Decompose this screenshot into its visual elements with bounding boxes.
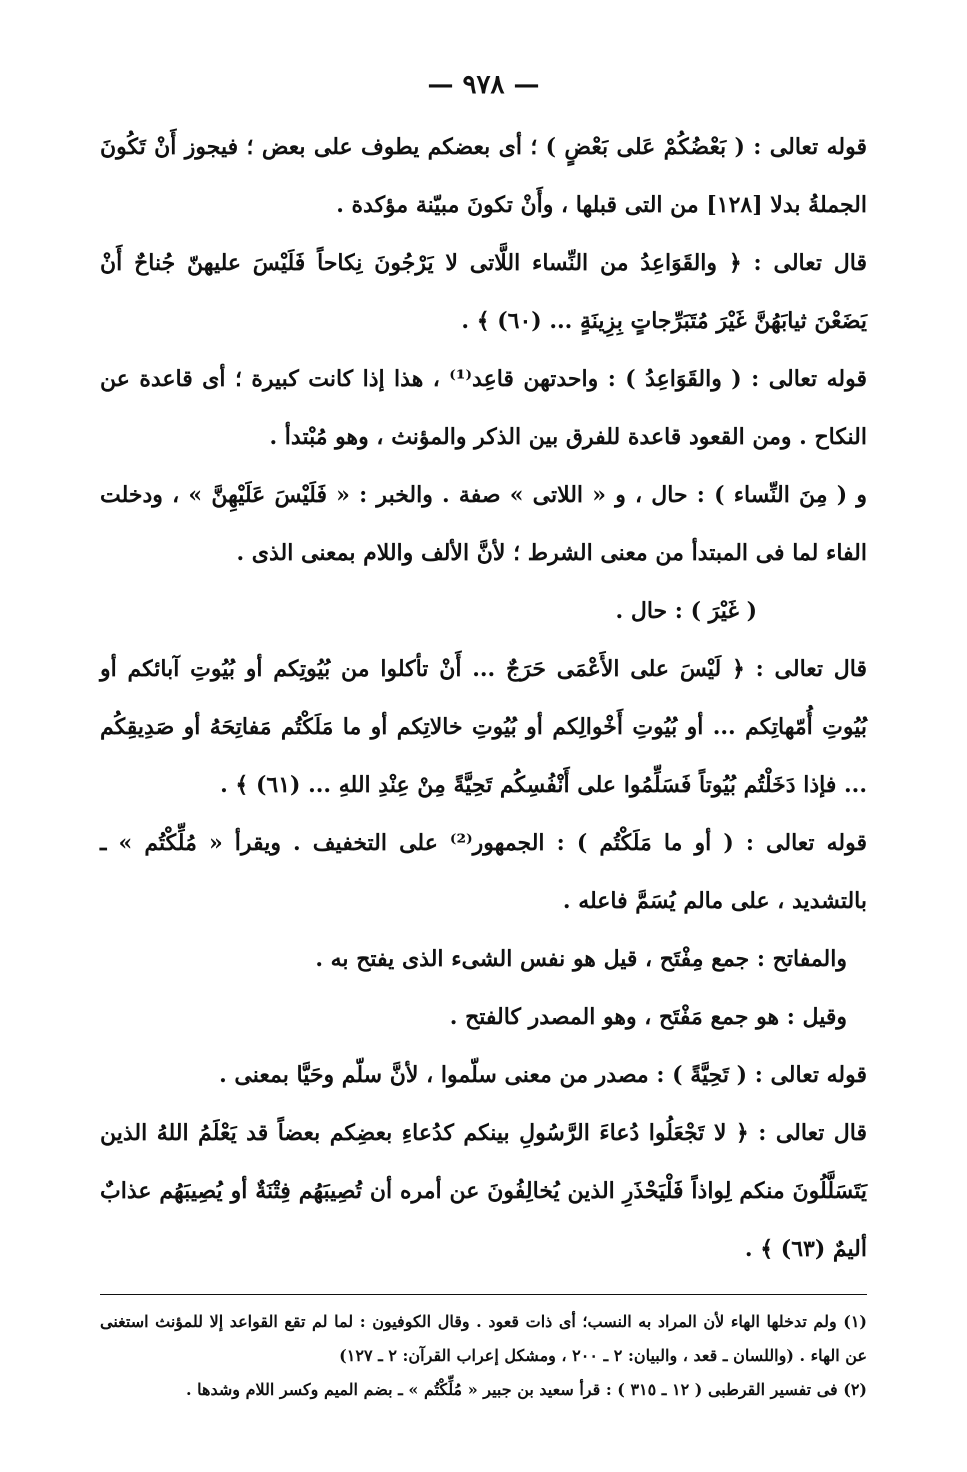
footnote-2: (٢) فى تفسير القرطبى ( ١٢ ـ ٣١٥ ) : قرأ سعيد بن جبير « مُلِّكْتُم » ـ بضم الميم وكسر اللام وشدها . [186,1380,867,1399]
paragraph-4: و ( مِنَ النِّساء ) : حال ، و « اللاتى » صفة . والخبر : « فَلَيْسَ عَلَيْهِنَّ » ، ودخلت الفاء لما فى المبتدأ من معنى الشرط ؛ لأنَّ الألف واللام بمعنى الذى . [100,482,867,566]
paragraph-3: قوله تعالى : ( والقَوَاعِدُ ) : واحدتهن قاعِد⁽¹⁾ ، هذا إذا كانت كبيرة ؛ أى قاعدة عن النكاح . ومن القعود قاعدة للفرق بين الذكر والمؤنث ، وهو مُبْتدأ . [100,366,867,450]
paragraph-2: قال تعالى : ﴿ والقَوَاعِدُ من النِّساء اللَّاتى لا يَرْجُونَ نِكاحاً فَلَيْسَ عليهنّ جُناحٌ أَنْ يَضَعْنَ ثيابَهُنَّ غَيْرَ مُتَبَرِّجاتٍ بِزِينَةٍ ... (٦٠) ﴾ . [100,250,867,334]
paragraph-5: ( غَيْرَ ) : حال . [615,598,757,624]
paragraph-1: قوله تعالى : ( بَعْضُكُمْ عَلى بَعْضٍ ) ؛ أى بعضكم يطوف على بعض ؛ فيجوز أَنْ تَكُونَ الجملةُ بدلا [١٢٨] من التى قبلها ، وأَنْ تكونَ مبيّنة مؤكدة . [100,134,867,218]
footnote-1: (١) ولم تدخلها الهاء لأن المراد به النسب؛ أى ذات قعود . وقال الكوفيون : لما لم تقع القواعد إلا للمؤنث استغنى عن الهاء . (واللسان ـ قعد ، والبيان: ٢ ـ ٢٠٠ ، ومشكل إعراب القرآن: ٢ ـ ١٢٧) [100,1312,867,1365]
paragraph-7: قوله تعالى : ( أو ما مَلَكْتُم ) : الجمهور⁽²⁾ على التخفيف . ويقرأ « مُلِّكْتُم » ـ بالتشديد ، على مالم يُسَمَّ فاعله . [100,830,867,914]
paragraph-10: قوله تعالى : ( تَحِيَّةً ) : مصدر من معنى سلّموا ، لأنَّ سلّم وحَيَّا بمعنى . [219,1062,867,1088]
paragraph-11: قال تعالى : ﴿ لا تَجْعَلُوا دُعاءَ الرَّسُولِ بينكم كدُعاءِ بعضِكم بعضاً قد يَعْلَمُ اللهُ الذين يَتَسَلَّلُونَ منكم لِواذاً فَلْيَحْذَرِ الذين يُخالِفُونَ عن أمره أن تُصِيبَهُم فِتْنَةٌ أو يُصِيبَهُم عذابٌ أليمٌ (٦٣) ﴾ . [100,1120,867,1262]
paragraph-9: وقيل : هو جمع مَفْتَح ، وهو المصدر كالفتح . [449,1004,847,1030]
main-text [100,118,867,1278]
page-number: — ٩٧٨ — [427,70,540,100]
paragraph-6: قال تعالى : ﴿ لَيْسَ على الأَعْمَى حَرَجٌ ... أَنْ تأكلوا من بُيُوتِكم أو بُيُوتِ آبائكم أو بُيُوتِ أُمّهاتِكم ... أو بُيُوتِ أَخْوالِكم أو بُيُوتِ خالاتِكم أو ما مَلَكْتُم مَفاتِحَهُ أو صَدِيقِكُم ... فإذا دَخَلْتُم بُيُوتاً فَسَلِّمُوا على أَنْفُسِكُم تَحِيَّةً مِنْ عِنْدِ اللهِ ... (٦١) ﴾ . [100,656,867,798]
paragraph-8: والمفاتح : جمع مِفْتَح ، قيل هو نفس الشىء الذى يفتح به . [315,946,847,972]
footnotes [100,1305,867,1407]
footnote-divider [100,1294,867,1295]
